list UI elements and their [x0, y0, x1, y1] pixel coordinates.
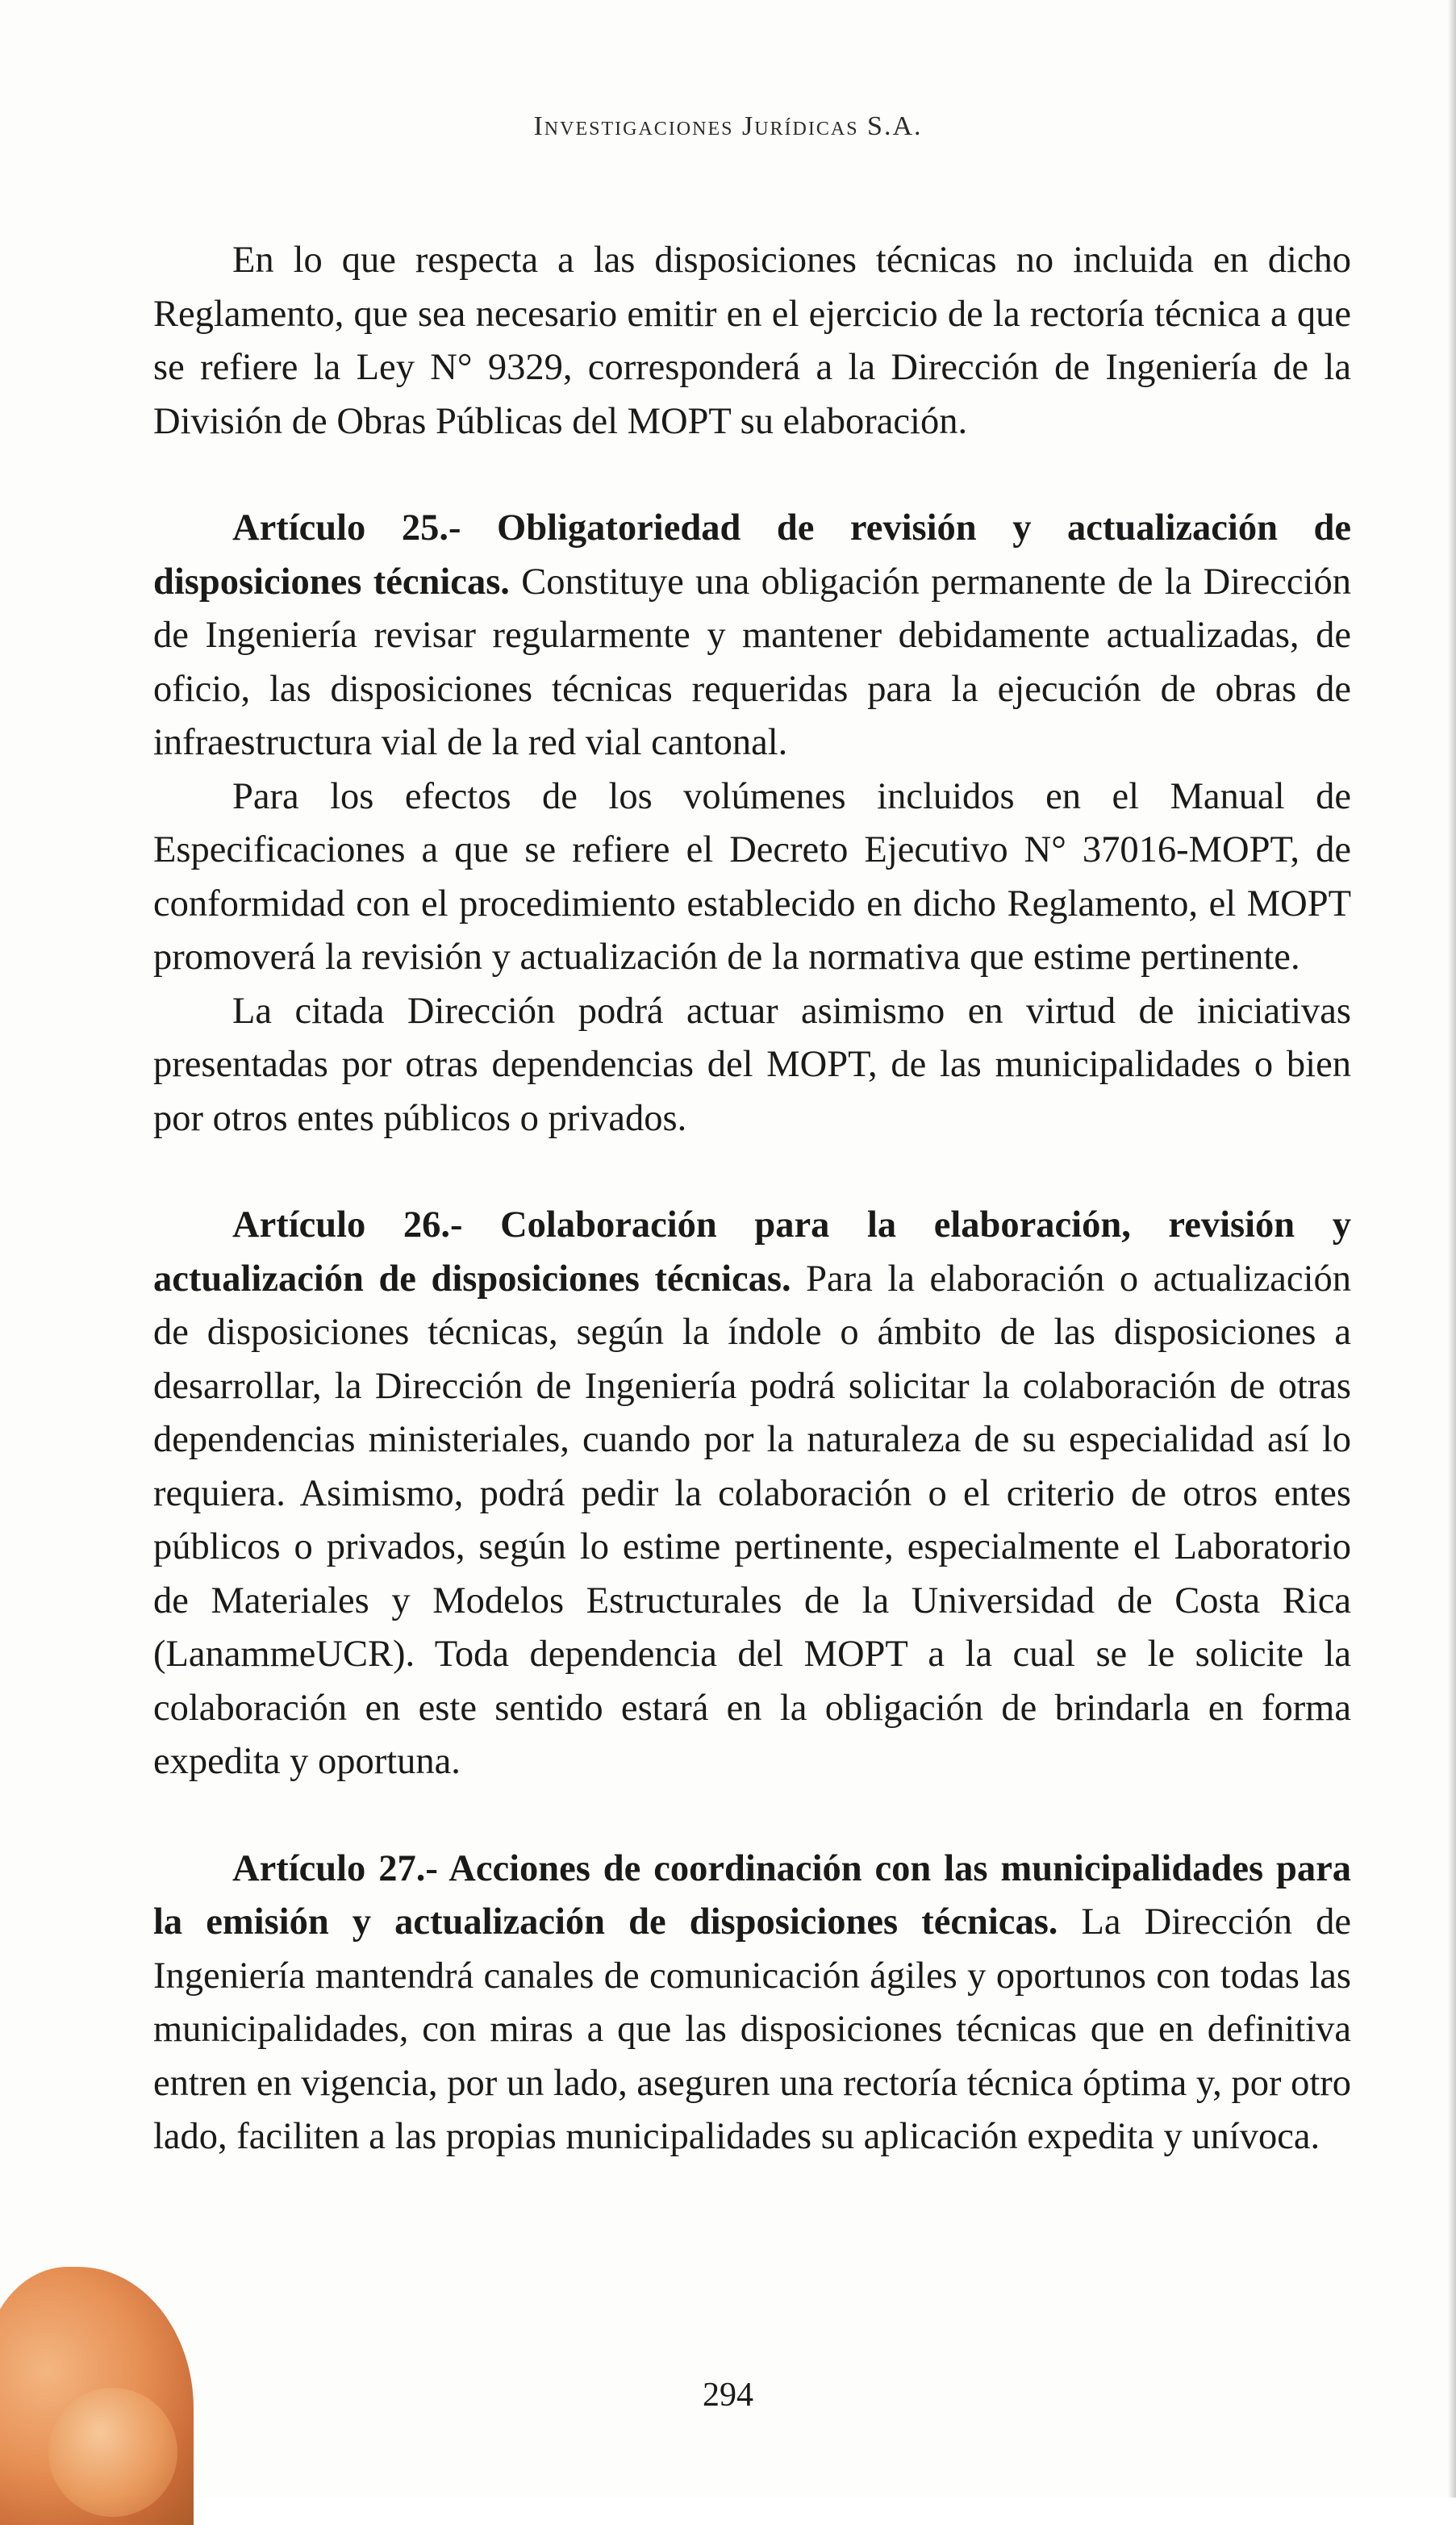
article-25-paragraph-3: La citada Dirección podrá actuar asimismo en virtud de iniciativas presentadas por otras dependencias del MOPT, de las municipalidades o bien por otros entes públicos o privados. [153, 990, 1351, 1139]
paragraph-gap [153, 449, 1351, 502]
paragraph-gap [153, 1789, 1351, 1843]
article-25-body: Constituye una obligación permanente de la Dirección de Ingeniería revisar regularmente y mantener debidamente actualizadas, de oficio, las disposiciones técnicas requeridas para la ejecución de obras de infraestructura vial de la red vial cantonal. [153, 561, 1351, 763]
article-27-body: La Dirección de Ingeniería mantendrá canales de comunicación ágiles y oportunos con todas las municipalidades, con miras a que las disposiciones técnicas que en definitiva entren en vigencia, por un lado, aseguren una rectoría técnica óptima y, por otro lado, faciliten a las propias municipalidades su aplicación expedita y unívoca. [153, 1901, 1351, 2157]
article-25-paragraph-2: Para los efectos de los volúmenes incluidos en el Manual de Especificaciones a que se refiere el Decreto Ejecutivo N° 37016-MOPT, de conformidad con el procedimiento establecido en dicho Reglamento, el MOPT promoverá la revisión y actualización de la normativa que estime pertinente. [153, 775, 1351, 978]
article-26-title: Artículo 26.- Colaboración para la elaboración, revisión y actualización de disposiciones técnicas. [153, 1204, 1351, 1300]
article-27 [153, 1843, 1351, 2164]
paragraph-gap [153, 1146, 1351, 1199]
page-edge-shadow [1448, 0, 1456, 2498]
page-body [153, 234, 1351, 2164]
page-number: 294 [703, 2377, 753, 2414]
article-25 [153, 502, 1351, 770]
article-26 [153, 1199, 1351, 1789]
running-header: Investigaciones Jurídicas S.A. [533, 111, 923, 141]
article-26-body: Para la elaboración o actualización de disposiciones técnicas, según la índole o ámbito de las disposiciones a desarrollar, la Dirección de Ingeniería podrá solicitar la colaboración de otras dependencias ministeriales, cuando por la naturaleza de su especialidad así lo requiera. Asimismo, podrá pedir la colaboración o el criterio de otros entes públicos o privados, según lo estime pertinente, especialmente el Laboratorio de Materiales y Modelos Estructurales de la Universidad de Costa Rica (LanammeUCR). Toda dependencia del MOPT a la cual se le solicite la colaboración en este sentido estará en la obligación de brindarla en forma expedita y oportuna. [153, 1258, 1351, 1782]
paragraph-intro: En lo que respecta a las disposiciones técnicas no incluida en dicho Reglamento, que sea necesario emitir en el ejercicio de la rectoría técnica a que se refiere la Ley N° 9329, corresponderá a la Dirección de Ingeniería de la División de Obras Públicas del MOPT su elaboración. [153, 240, 1351, 442]
article-27-title: Artículo 27.- Acciones de coordinación con las municipalidades para la emisión y actualización de disposiciones técnicas. [153, 1847, 1351, 1943]
article-25-title: Artículo 25.- Obligatoriedad de revisión y actualización de disposiciones técnicas. [153, 507, 1351, 603]
